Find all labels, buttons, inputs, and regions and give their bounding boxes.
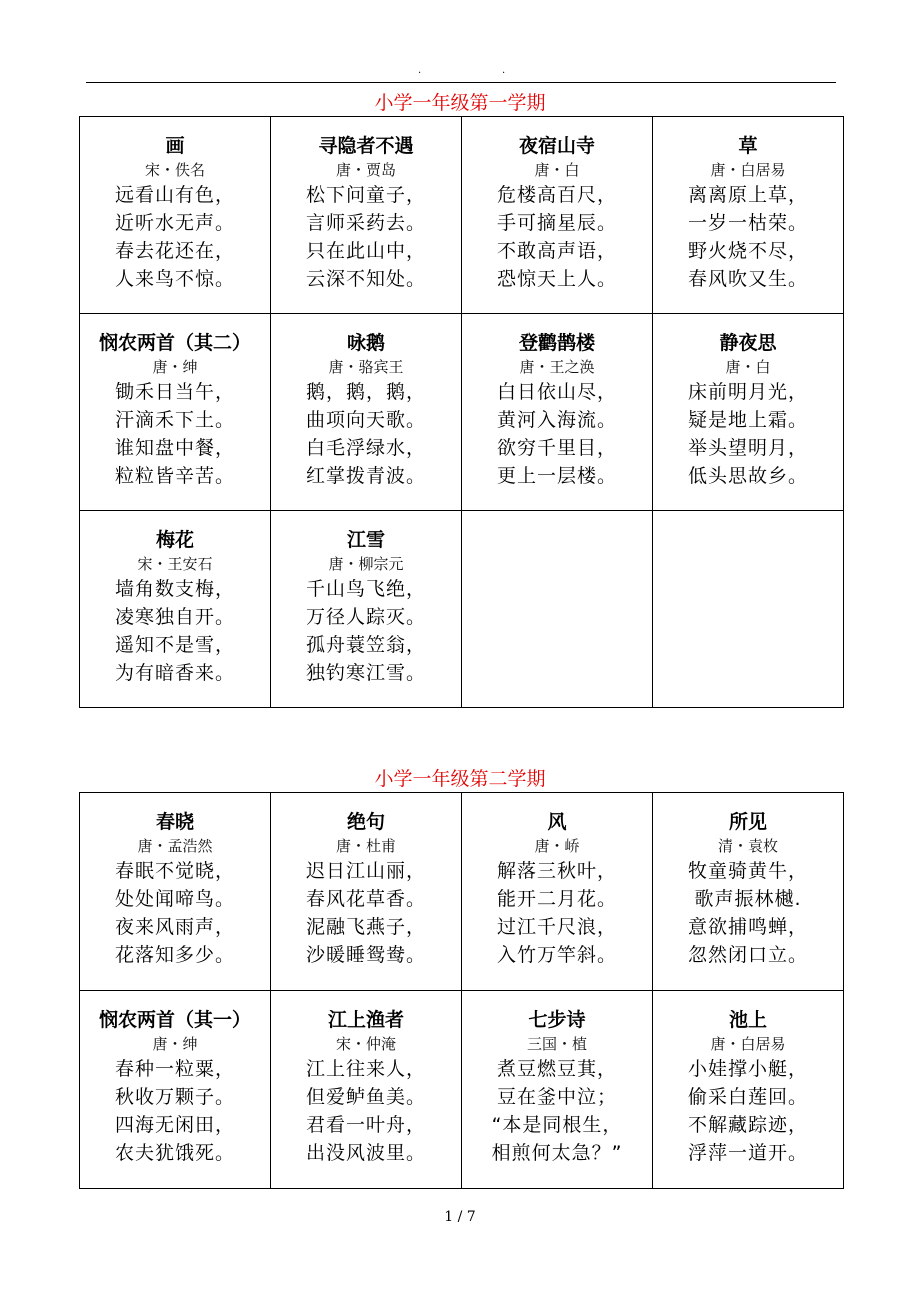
poem-line: 忽然闭口立。 bbox=[687, 944, 808, 966]
semester-2-poem-table bbox=[79, 792, 844, 1189]
poem-line: 过江千尺浪， bbox=[496, 916, 617, 938]
poem-title: 池上 bbox=[728, 1009, 767, 1031]
poem-line: 曲项向天歌。 bbox=[305, 409, 426, 431]
table-row bbox=[80, 117, 844, 314]
poem-line: 但爱鲈鱼美。 bbox=[305, 1086, 426, 1108]
table-row bbox=[80, 314, 844, 511]
poem-line: 偷采白莲回。 bbox=[687, 1086, 808, 1108]
poem-line: 锄禾日当午， bbox=[114, 381, 235, 403]
poem-line: 低头思故乡。 bbox=[687, 465, 808, 487]
poem-title: 草 bbox=[738, 135, 758, 157]
poem-line: 出没风波里。 bbox=[305, 1142, 426, 1164]
poem-line: 能开二月花。 bbox=[496, 888, 617, 910]
poem-title: 夜宿山寺 bbox=[518, 135, 595, 157]
poem-line: 泥融飞燕子， bbox=[305, 916, 426, 938]
poem-cell bbox=[653, 793, 844, 991]
poem-cell bbox=[80, 793, 271, 991]
poem-author: 宋・仲淹 bbox=[335, 1035, 396, 1053]
poem-line: 手可摘星辰。 bbox=[496, 212, 617, 234]
poem-author: 唐・王之涣 bbox=[519, 358, 595, 376]
table-row bbox=[80, 793, 844, 991]
poem-line: 远看山有色， bbox=[114, 184, 235, 206]
poem-line: 为有暗香来。 bbox=[114, 662, 235, 684]
poem-line: 春种一粒粟， bbox=[114, 1058, 235, 1080]
poem-author: 唐・峤 bbox=[534, 837, 580, 855]
poem-line: 更上一层楼。 bbox=[496, 465, 617, 487]
poem-line: 牧童骑黄牛， bbox=[687, 860, 808, 882]
table-row bbox=[80, 511, 844, 708]
poem-title: 悯农两首（其一） bbox=[98, 1009, 251, 1031]
poem-cell bbox=[271, 511, 462, 708]
poem-cell bbox=[653, 314, 844, 511]
poem-author: 唐・白居易 bbox=[710, 1035, 786, 1053]
poem-line: 浮萍一道开。 bbox=[687, 1142, 808, 1164]
poem-line: 春眠不觉晓， bbox=[114, 860, 235, 882]
poem-line: 举头望明月， bbox=[687, 437, 808, 459]
poem-title: 静夜思 bbox=[719, 332, 777, 354]
poem-line: 迟日江山丽， bbox=[305, 860, 426, 882]
poem-line: 煮豆燃豆萁， bbox=[496, 1058, 617, 1080]
poem-title: 梅花 bbox=[155, 529, 194, 551]
poem-line: 墙角数支梅， bbox=[114, 578, 235, 600]
poem-line: 小娃撑小艇， bbox=[687, 1058, 808, 1080]
poem-line: 不敢高声语， bbox=[496, 240, 617, 262]
poem-line: 千山鸟飞绝， bbox=[305, 578, 426, 600]
poem-author: 三国・植 bbox=[526, 1035, 587, 1053]
semester-2-title: 小学一年级第二学期 bbox=[374, 768, 546, 790]
poem-line: 遥知不是雪， bbox=[114, 634, 235, 656]
poem-line: 沙暖睡鸳鸯。 bbox=[305, 944, 426, 966]
poem-line: 近听水无声。 bbox=[114, 212, 235, 234]
poem-cell bbox=[462, 314, 653, 511]
poem-title: 咏鹅 bbox=[346, 332, 385, 354]
poem-title: 春晓 bbox=[155, 811, 194, 833]
poem-line: 独钓寒江雪。 bbox=[305, 662, 426, 684]
semester-1-title: 小学一年级第一学期 bbox=[374, 92, 546, 114]
semester-1-poem-table bbox=[79, 116, 844, 708]
poem-title: 寻隐者不遇 bbox=[318, 135, 414, 157]
poem-author: 唐・白 bbox=[534, 161, 580, 179]
poem-author: 唐・绅 bbox=[152, 1035, 198, 1053]
poem-line: 言师采药去。 bbox=[305, 212, 426, 234]
poem-line: 白毛浮绿水， bbox=[305, 437, 426, 459]
poem-line: 汗滴禾下土。 bbox=[114, 409, 235, 431]
poem-author: 唐・杜甫 bbox=[335, 837, 396, 855]
poem-line: 野火烧不尽， bbox=[687, 240, 808, 262]
poem-line: 解落三秋叶， bbox=[496, 860, 617, 882]
poem-cell bbox=[80, 991, 271, 1189]
empty-cell bbox=[653, 511, 844, 708]
poem-line: 意欲捕鸣蝉， bbox=[687, 916, 808, 938]
poem-title: 所见 bbox=[728, 811, 767, 833]
poem-title: 江上渔者 bbox=[327, 1009, 404, 1031]
poem-author: 唐・柳宗元 bbox=[328, 555, 404, 573]
header-dot-left: . bbox=[418, 65, 422, 76]
poem-author: 唐・骆宾王 bbox=[328, 358, 404, 376]
poem-cell bbox=[271, 793, 462, 991]
poem-title: 悯农两首（其二） bbox=[98, 332, 251, 354]
table-row bbox=[80, 991, 844, 1189]
poem-line: 君看一叶舟， bbox=[305, 1114, 426, 1136]
poem-title: 江雪 bbox=[346, 529, 385, 551]
poem-line: 万径人踪灭。 bbox=[305, 606, 426, 628]
poem-line: 豆在釜中泣； bbox=[496, 1086, 617, 1108]
poem-line: 黄河入海流。 bbox=[496, 409, 617, 431]
poem-cell bbox=[80, 511, 271, 708]
empty-cell bbox=[462, 511, 653, 708]
poem-title: 风 bbox=[547, 811, 567, 833]
poem-line: 四海无闲田， bbox=[114, 1114, 235, 1136]
poem-line: 松下问童子， bbox=[305, 184, 426, 206]
poem-line: 春风吹又生。 bbox=[687, 268, 808, 290]
poem-line: 江上往来人， bbox=[305, 1058, 426, 1080]
poem-cell bbox=[653, 991, 844, 1189]
poem-author: 唐・白居易 bbox=[710, 161, 786, 179]
poem-line: 床前明月光， bbox=[687, 381, 808, 403]
header-dots bbox=[0, 66, 920, 78]
poem-author: 宋・佚名 bbox=[144, 161, 205, 179]
poem-author: 唐・绅 bbox=[152, 358, 198, 376]
poem-cell bbox=[462, 793, 653, 991]
poem-cell bbox=[271, 117, 462, 314]
poem-line: 入竹万竿斜。 bbox=[496, 944, 617, 966]
page-number: 1 / 7 bbox=[444, 1209, 476, 1225]
poem-title: 七步诗 bbox=[528, 1009, 586, 1031]
poem-line: 谁知盘中餐， bbox=[114, 437, 235, 459]
poem-author: 唐・贾岛 bbox=[335, 161, 396, 179]
poem-line: 夜来风雨声， bbox=[114, 916, 235, 938]
poem-cell bbox=[271, 314, 462, 511]
poem-line: 歌声振林樾. bbox=[694, 888, 802, 910]
poem-line: 一岁一枯荣。 bbox=[687, 212, 808, 234]
poem-line: 不解藏踪迹， bbox=[687, 1114, 808, 1136]
poem-line: 欲穷千里目， bbox=[496, 437, 617, 459]
poem-line: 春风花草香。 bbox=[305, 888, 426, 910]
poem-cell bbox=[653, 117, 844, 314]
poem-cell bbox=[271, 991, 462, 1189]
poem-line: 云深不知处。 bbox=[305, 268, 426, 290]
header-dot-right: . bbox=[502, 65, 506, 76]
poem-line: 人来鸟不惊。 bbox=[114, 268, 235, 290]
poem-line: 春去花还在， bbox=[114, 240, 235, 262]
poem-author: 宋・王安石 bbox=[137, 555, 213, 573]
poem-line: 凌寒独自开。 bbox=[114, 606, 235, 628]
poem-title: 登鹳鹊楼 bbox=[518, 332, 595, 354]
poem-line: 鹅，鹅，鹅， bbox=[305, 381, 426, 403]
poem-author: 唐・孟浩然 bbox=[137, 837, 213, 855]
poem-line: 孤舟蓑笠翁， bbox=[305, 634, 426, 656]
poem-title: 绝句 bbox=[346, 811, 385, 833]
poem-cell bbox=[80, 314, 271, 511]
poem-line: 危楼高百尺， bbox=[496, 184, 617, 206]
poem-cell bbox=[80, 117, 271, 314]
poem-line: 花落知多少。 bbox=[114, 944, 235, 966]
poem-cell bbox=[462, 991, 653, 1189]
poem-author: 清・袁枚 bbox=[717, 837, 778, 855]
poem-line: 秋收万颗子。 bbox=[114, 1086, 235, 1108]
poem-line: 离离原上草， bbox=[687, 184, 808, 206]
poem-line: 粒粒皆辛苦。 bbox=[114, 465, 235, 487]
poem-line: 只在此山中， bbox=[305, 240, 426, 262]
poem-line: “本是同根生， bbox=[491, 1114, 623, 1136]
header-rule bbox=[86, 82, 836, 83]
poem-line: 处处闻啼鸟。 bbox=[114, 888, 235, 910]
poem-line: 相煎何太急？” bbox=[491, 1142, 623, 1164]
poem-line: 疑是地上霜。 bbox=[687, 409, 808, 431]
poem-line: 恐惊天上人。 bbox=[496, 268, 617, 290]
poem-author: 唐・白 bbox=[725, 358, 771, 376]
poem-cell bbox=[462, 117, 653, 314]
poem-line: 农夫犹饿死。 bbox=[114, 1142, 235, 1164]
poem-title: 画 bbox=[165, 135, 185, 157]
poem-line: 红掌拨青波。 bbox=[305, 465, 426, 487]
poem-line: 白日依山尽， bbox=[496, 381, 617, 403]
